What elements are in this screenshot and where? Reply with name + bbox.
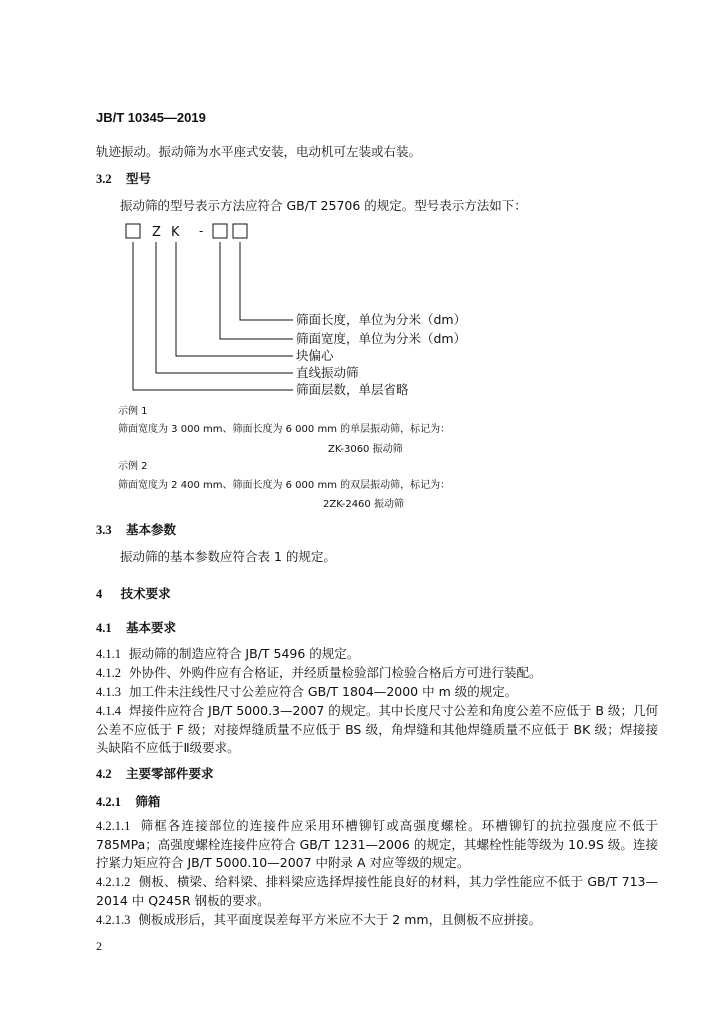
example-2-title: 示例 2 xyxy=(118,461,148,472)
clause-number: 4.1.2 xyxy=(96,666,121,680)
clause-text: 侧板成形后，其平面度误差每平方米应不大于 2 mm，且侧板不应拼接。 xyxy=(138,912,542,927)
label-layers: 筛面层数，单层省略 xyxy=(296,382,409,397)
clause-number: 4.2.1.3 xyxy=(96,913,131,927)
example-1-title: 示例 1 xyxy=(118,406,148,417)
section-number: 4.1 xyxy=(96,621,112,635)
label-length: 筛面长度，单位为分米（dm） xyxy=(296,312,467,327)
section-title: 基本要求 xyxy=(125,620,176,635)
section-number: 4.2.1 xyxy=(96,795,121,809)
code-dash: - xyxy=(199,224,204,238)
clause-number: 4.1.1 xyxy=(96,647,121,661)
placeholder-box-layers xyxy=(126,224,140,238)
section-4-heading xyxy=(96,588,171,601)
clause-text: 加工件未注线性尺寸公差应符合 GB/T 1804—2000 中 m 级的规定。 xyxy=(128,684,518,699)
clause-4-2-1-1 xyxy=(96,817,658,873)
page-number: 2 xyxy=(96,939,102,953)
code-z: Z xyxy=(152,225,161,240)
clause-number: 4.2.1.1 xyxy=(96,819,131,833)
leader-line-layers xyxy=(133,242,293,390)
clause-text: 侧板、横梁、给料梁、排料梁应选择焊接性能良好的材料，其力学性能应不低于 GB/T 713—2014 中 Q245R 钢板的要求。 xyxy=(96,874,659,908)
placeholder-box-length xyxy=(233,224,247,238)
section-3-3-heading xyxy=(96,524,176,537)
clause-text: 筛框各连接部位的连接件应采用环槽铆钉或高强度螺栓。环槽铆钉的抗拉强度应不低于 785MPa；高强度螺栓连接件应符合 GB/T 1231—2006 的规定，其螺栓性能等级为 10.9S 级。连接拧紧力矩应符合 JB/T 5000.10—2007 中附录 A 对应等级的规定。 xyxy=(96,818,658,870)
clause-4-1-4 xyxy=(96,702,658,758)
section-title: 型号 xyxy=(125,171,151,186)
clause-number: 4.1.4 xyxy=(96,704,121,718)
label-eccentric: 块偏心 xyxy=(296,348,334,363)
section-3-2-text: 振动筛的型号表示方法应符合 GB/T 25706 的规定。型号表示方法如下： xyxy=(120,198,527,213)
clause-text: 振动筛的制造应符合 JB/T 5496 的规定。 xyxy=(128,646,360,661)
section-number: 4.2 xyxy=(96,767,112,781)
code-k: K xyxy=(171,225,180,240)
section-3-2-heading xyxy=(96,173,151,186)
standard-id-header: JB/T 10345—2019 xyxy=(96,110,206,125)
intro-paragraph: 轨迹振动。振动筛为水平座式安装，电动机可左装或右装。 xyxy=(96,144,422,159)
example-2-text: 筛面宽度为 2 400 mm、筛面长度为 6 000 mm 的双层振动筛，标记为： xyxy=(118,480,451,491)
placeholder-box-width xyxy=(213,224,227,238)
section-number: 3.3 xyxy=(96,523,112,537)
clause-text: 焊接件应符合 JB/T 5000.3—2007 的规定。其中长度尺寸公差和角度公差不应低于 B 级；几何公差不应低于 F 级；对接焊缝质量不应低于 BS 级，角焊缝和其他焊缝质量不应低于 BK 级；焊接接头缺陷不应低于Ⅱ级要求。 xyxy=(96,703,658,755)
section-title: 主要零部件要求 xyxy=(125,766,214,781)
leader-line-linear xyxy=(156,242,293,373)
leader-line-width xyxy=(220,242,293,339)
section-4-2-heading xyxy=(96,768,214,781)
clause-number: 4.2.1.2 xyxy=(96,875,131,889)
clause-text: 外协件、外购件应有合格证，并经质量检验部门检验合格后方可进行装配。 xyxy=(128,665,542,680)
section-4-2-1-heading xyxy=(96,796,160,809)
section-title: 基本参数 xyxy=(125,522,176,537)
section-3-3-text: 振动筛的基本参数应符合表 1 的规定。 xyxy=(120,549,336,564)
section-4-1-heading xyxy=(96,622,176,635)
leader-line-length xyxy=(240,242,293,320)
model-designation-diagram xyxy=(118,218,478,400)
section-title: 技术要求 xyxy=(120,586,171,601)
label-linear-screen: 直线振动筛 xyxy=(296,365,359,380)
clause-4-2-1-3 xyxy=(96,911,658,930)
clause-4-1-3 xyxy=(96,683,658,702)
label-width: 筛面宽度，单位为分米（dm） xyxy=(296,331,467,346)
clause-number: 4.1.3 xyxy=(96,685,121,699)
clause-4-1-2 xyxy=(96,664,658,683)
section-number: 4 xyxy=(96,587,103,601)
section-number: 3.2 xyxy=(96,172,112,186)
clause-4-1-1 xyxy=(96,645,658,664)
example-2-code: 2ZK-2460 振动筛 xyxy=(323,499,404,510)
example-1-text: 筛面宽度为 3 000 mm、筛面长度为 6 000 mm 的单层振动筛，标记为： xyxy=(118,424,451,435)
section-title: 筛箱 xyxy=(135,794,161,809)
clause-4-2-1-2 xyxy=(96,873,658,910)
example-1-code: ZK-3060 振动筛 xyxy=(328,444,403,455)
